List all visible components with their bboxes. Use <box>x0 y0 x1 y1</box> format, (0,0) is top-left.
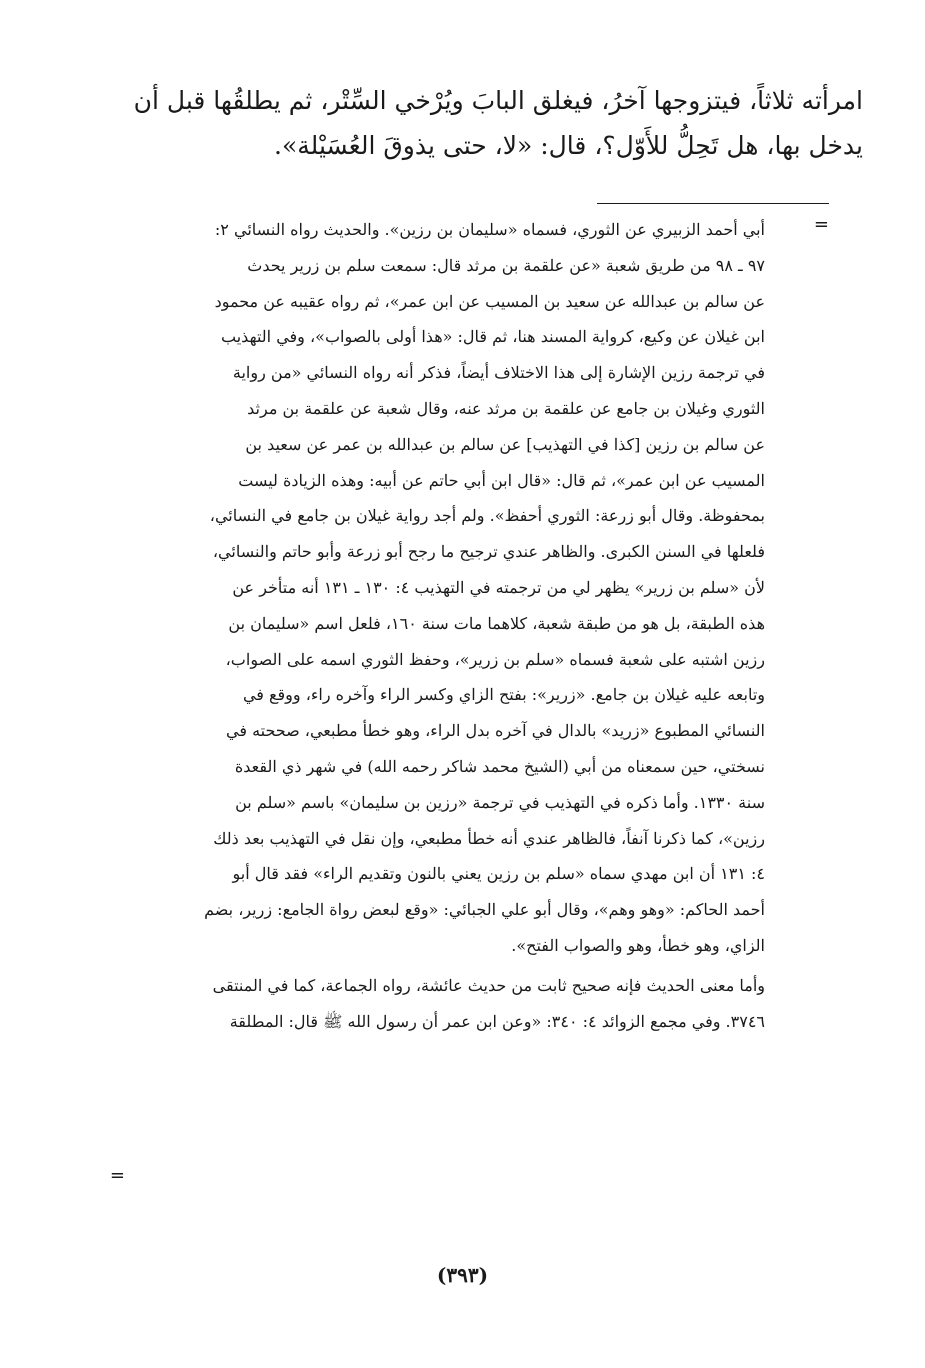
main-text-line: يدخل بها، هل تَحِلُّ للأَوّل؟، قال: «لا، حتى يذوقَ العُسَيْلة». <box>274 131 863 160</box>
footnote-line: المسيب عن ابن عمر»، ثم قال: «قال ابن أبي حاتم عن أبيه: وهذه الزيادة ليست <box>238 470 765 490</box>
page-number: (٣٩٣) <box>436 1263 489 1287</box>
footnote-line: أحمد الحاكم: «وهو وهم»، وقال أبو علي الجبائي: «وقع لبعض رواة الجامع: زرير، بضم <box>204 900 765 920</box>
footnote-line: ٣٧٤٦. وفي مجمع الزوائد ٤: ٣٤٠: «وعن ابن عمر أن رسول الله ﷺ قال: المطلقة <box>229 1011 765 1031</box>
footnote-line: رزين»، كما ذكرنا آنفاً، فالظاهر عندي أنه خطأ مطبعي، وإن نقل في التهذيب بعد ذلك <box>213 828 765 848</box>
footnote-line: الزاي، وهو خطأ، وهو والصواب الفتح». <box>511 935 765 955</box>
footnote-separator <box>597 203 829 204</box>
footnote-line: نسختي، حين سمعناه من أبي (الشيخ محمد شاكر رحمه الله) في شهر ذي القعدة <box>234 756 765 776</box>
footnote-line: عن سالم بن رزين [كذا في التهذيب] عن سالم بن عبدالله بن عمر عن سعيد بن <box>245 434 765 454</box>
footnote-line: لأن «سلم بن زرير» يظهر لي من ترجمته في التهذيب ٤: ١٣٠ ـ ١٣١ أنه متأخر عن <box>232 577 765 597</box>
footnote-line: النسائي المطبوع «زريد» بالدال في آخره بدل الراء، وهو خطأ مطبعي، صححته في <box>226 721 765 741</box>
footnote-line: الثوري وغيلان بن جامع عن علقمة بن مرثد عنه، وقال شعبة عن علقمة بن مرثد <box>247 398 765 418</box>
continuation-mark-end: = <box>109 1165 125 1186</box>
footnote-line: أبي أحمد الزبيري عن الثوري، فسماه «سليمان بن رزين». والحديث رواه النسائي ٢: <box>214 220 765 239</box>
footnote-line: في ترجمة رزين الإشارة إلى هذا الاختلاف أيضاً، فذكر أنه رواه النسائي «من رواية <box>232 363 765 383</box>
continuation-mark-start: = <box>813 214 829 235</box>
footnote-line: رزين اشتبه على شعبة فسماه «سلم بن زرير»، وحفظ الثوري اسمه على الصواب، <box>225 649 765 669</box>
footnote-line: هذه الطبقة، بل هو من طبقة شعبة، كلاهما مات سنة ١٦٠، فلعل اسم «سليمان بن <box>228 613 765 633</box>
footnote-line: بمحفوظة. وقال أبو زرعة: الثوري أحفظ». ولم أجد رواية غيلان بن جامع في النسائي، <box>209 506 765 526</box>
footnote-line: فلعلها في السنن الكبرى. والظاهر عندي ترجيح ما رجح أبو زرعة وأبو حاتم والنسائي، <box>212 542 765 562</box>
footnote-line: وتابعه عليه غيلان بن جامع. «زرير»: بفتح الزاي وكسر الراء وآخره راء، ووقع في <box>242 685 765 705</box>
footnote <box>159 212 765 1039</box>
main-text <box>63 78 863 168</box>
footnote-line: ٤: ١٣١ أن ابن مهدي سماه «سلم بن رزين يعني بالنون وتقديم الراء» فقد قال أبو <box>232 864 765 884</box>
footnote-line: ٩٧ ـ ٩٨ من طريق شعبة «عن علقمة بن مرثد قال: سمعت سلم بن زرير يحدث <box>247 255 765 275</box>
footnote-line: وأما معنى الحديث فإنه صحيح ثابت من حديث عائشة، رواه الجماعة، كما في المنتقى <box>212 975 765 995</box>
main-text-line: امرأته ثلاثاً، فيتزوجها آخرُ، فيغلق البابَ ويُرْخي السِّتْر، ثم يطلقُها قبل أن <box>133 86 863 115</box>
footnote-line: سنة ١٣٣٠. وأما ذكره في التهذيب في ترجمة «رزين بن سليمان» باسم «سلم بن <box>235 792 765 812</box>
footnote-line: عن سالم بن عبدالله عن سعيد بن المسيب عن ابن عمر»، ثم رواه عقيبه عن محمود <box>214 291 765 311</box>
footnote-line: ابن غيلان عن وكيع، كرواية المسند هنا، ثم قال: «هذا أولى بالصواب»، وفي التهذيب <box>221 327 765 347</box>
